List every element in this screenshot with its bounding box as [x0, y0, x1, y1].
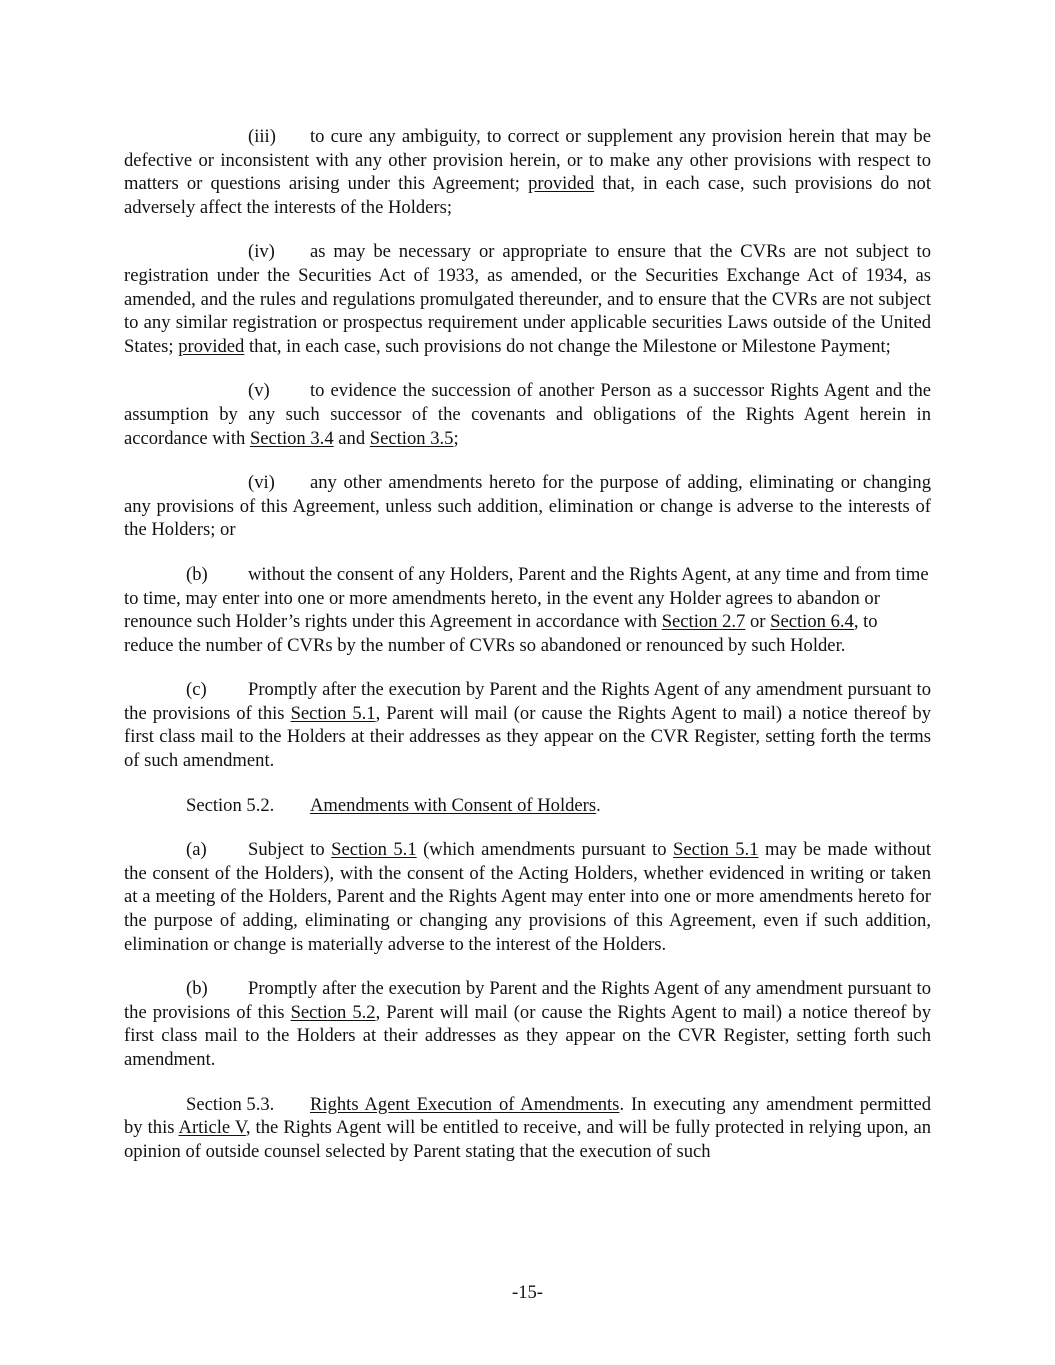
- clause-iv: [124, 240, 931, 358]
- clause-text: (which amendments pursuant to: [416, 839, 674, 861]
- clause-number: (b): [186, 978, 208, 1000]
- clause-number: (iii): [248, 126, 276, 147]
- clause-text: .: [596, 794, 601, 816]
- section-title: Rights Agent Execution of Amendments: [310, 1093, 620, 1115]
- section-reference: Section 6.4: [770, 611, 854, 633]
- section-reference: Section 5.1: [673, 839, 759, 861]
- provided-term: provided: [528, 173, 595, 195]
- section-reference: Section 5.1: [290, 702, 376, 724]
- document-page: [124, 125, 931, 1184]
- clause-text: and: [333, 427, 370, 449]
- clause-text: any other amendments hereto for the purpose of adding, eliminating or changing any provisions of this Agreement, unless such addition, elimination or change is adverse to the interests of the Holders; or: [124, 472, 931, 541]
- clause-text: to cure any ambiguity, to correct or supplement any provision herein that may be defective or inconsistent with any other provision herein, or to make any other provisions with respect to matters or questions arising under this Agreement;: [124, 126, 931, 195]
- clause-text: , the Rights Agent will be entitled to receive, and will be fully protected in relying upon, an opinion of outside counsel selected by Parent stating that the execution of such: [124, 1117, 931, 1162]
- section-5-2-heading: [124, 794, 931, 818]
- section-number: Section 5.3.: [186, 1093, 275, 1115]
- section-reference: Section 2.7: [661, 611, 746, 633]
- clause-number: (vi): [248, 472, 275, 494]
- clause-text: that, in each case, such provisions do not change the Milestone or Milestone Payment;: [244, 335, 891, 357]
- provided-term: provided: [178, 335, 245, 357]
- clause-text: , Parent will mail (or cause the Rights Agent to mail) a notice thereof by first class mail to the Holders at their addresses as they appear on the CVR Register, setting forth the terms of such amendment.: [124, 702, 931, 772]
- clause-b-5-2: [124, 977, 931, 1071]
- section-number: Section 5.2.: [186, 794, 275, 816]
- clause-text: , to reduce the number of CVRs by the number of CVRs so abandoned or renounced by such Holder.: [124, 611, 878, 656]
- section-title: Amendments with Consent of Holders: [310, 794, 597, 816]
- clause-b-5-1: [124, 563, 931, 657]
- clause-vi: [124, 471, 931, 542]
- clause-number: (b): [186, 563, 208, 585]
- clause-text: may be made without the consent of the Holders), with the consent of the Acting Holders, whether evidenced in writing or taken at a meeting of the Holders, Parent and the Rights Agent may enter into one or more amendments hereto for the purpose of adding, eliminating or changing any provisions of this Agreement, even if such addition, elimination or change is materially adverse to the interest of the Holders.: [124, 839, 931, 955]
- article-reference: Article V: [178, 1117, 246, 1139]
- section-reference: Section 5.1: [331, 839, 417, 861]
- clause-number: (v): [248, 380, 270, 402]
- clause-c-5-1: [124, 678, 931, 772]
- clause-iii: [124, 125, 931, 219]
- clause-text: ;: [453, 427, 459, 449]
- section-reference: Section 3.5: [369, 427, 454, 449]
- section-reference: Section 5.2: [290, 1001, 376, 1023]
- clause-text: that, in each case, such provisions do not adversely affect the interests of the Holders;: [124, 173, 932, 218]
- clause-text: without the consent of any Holders, Parent and the Rights Agent, at any time and from time to time, may enter into one or more amendments hereto, in the event any Holder agrees to abandon or renounce such Holder’s rights under this Agreement in accordance with: [124, 563, 929, 633]
- clause-text: . In executing any amendment permitted by this: [124, 1093, 932, 1139]
- clause-text: Subject to: [248, 839, 332, 861]
- section-reference: Section 3.4: [249, 427, 334, 449]
- clause-a-5-2: [124, 838, 931, 956]
- clause-text: , Parent will mail (or cause the Rights Agent to mail) a notice thereof by first class mail to the Holders at their addresses as they appear on the CVR Register, setting forth such amendment.: [124, 1001, 931, 1070]
- clause-v: [124, 379, 931, 450]
- clause-number: (iv): [248, 241, 275, 263]
- section-5-3: [124, 1093, 931, 1164]
- clause-text: Promptly after the execution by Parent and the Rights Agent of any amendment pursuant to the provisions of this: [124, 679, 931, 724]
- clause-text: or: [745, 611, 771, 633]
- clause-text: as may be necessary or appropriate to ensure that the CVRs are not subject to registration under the Securities Act of 1933, as amended, or the Securities Exchange Act of 1934, as amended, and the rules and regulations promulgated thereunder, and to ensure that the CVRs are not subject to any similar registration or prospectus requirement under applicable securities Laws outside of the United States;: [124, 241, 931, 357]
- clause-number: (c): [186, 679, 207, 701]
- page-number: -15-: [512, 1282, 543, 1303]
- clause-number: (a): [186, 839, 207, 861]
- clause-text: Promptly after the execution by Parent and the Rights Agent of any amendment pursuant to the provisions of this: [124, 978, 931, 1023]
- clause-text: to evidence the succession of another Person as a successor Rights Agent and the assumption by any such successor of the covenants and obligations of the Rights Agent herein in accordance with: [124, 380, 931, 449]
